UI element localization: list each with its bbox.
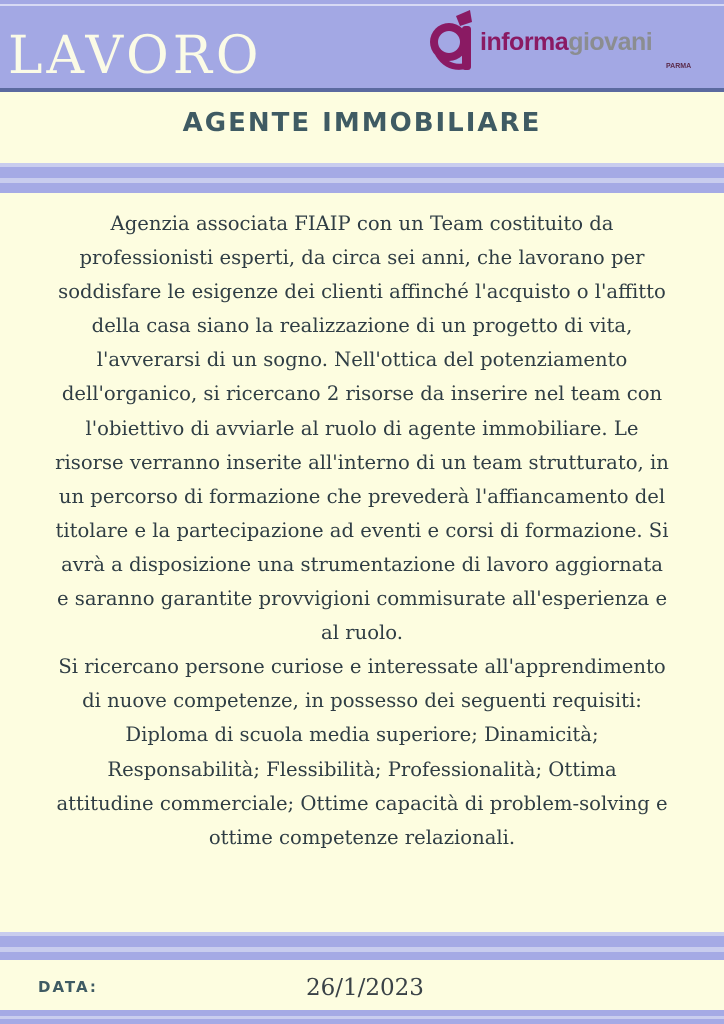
logo-wordmark: [480, 30, 652, 55]
text-line: di nuove competenze, in possesso dei seguenti requisiti:: [82, 689, 642, 713]
text-line: professionisti esperti, da circa sei anni, che lavorano per: [79, 246, 645, 270]
divider-stripe: [0, 167, 724, 178]
text-line: titolare e la partecipazione ad eventi e corsi di formazione. Si: [55, 518, 669, 542]
logo-word-part1: informa: [480, 28, 569, 56]
text-line: l'avverarsi di un sogno. Nell'ottica del potenziamento: [96, 348, 628, 372]
divider-stripe: [0, 952, 724, 960]
text-line: Si ricercano persone curiose e interessate all'apprendimento: [58, 655, 666, 679]
text-line: l'obiettivo di avviarle al ruolo di agente immobiliare. Le: [85, 416, 639, 440]
header-divider: [0, 88, 724, 92]
text-line: e saranno garantite provvigioni commisurate all'esperienza e: [56, 587, 668, 611]
logo-subtitle: PARMA: [666, 63, 692, 70]
text-line: Agenzia associata FIAIP con un Team costituito da: [110, 212, 614, 235]
text-line: risorse verranno inserite all'interno di un team strutturato, in: [55, 450, 669, 474]
informagiovani-logo: [426, 8, 716, 74]
header-top-line: [0, 4, 724, 6]
section-title: LAVORO: [8, 26, 263, 86]
date-value: 26/1/2023: [306, 975, 424, 1001]
text-line: della casa siano la realizzazione di un progetto di vita,: [91, 314, 633, 338]
divider-stripe: [0, 183, 724, 193]
text-line: dell'organico, si ricercano 2 risorse da inserire nel team con: [61, 382, 663, 406]
job-title: AGENTE IMMOBILIARE: [182, 108, 542, 138]
text-line: ottime competenze relazionali.: [208, 825, 516, 849]
bottom-stripe: [0, 1019, 724, 1024]
text-line: soddisfare le esigenze dei clienti affinché l'acquisto o l'affitto: [58, 280, 666, 304]
logo-word-part2: giovani: [568, 28, 653, 56]
description-paragraph-2: [4, 650, 720, 855]
ig-logo-mark-icon: [426, 8, 484, 74]
job-description: [4, 207, 720, 855]
text-line: Responsabilità; Flessibilità; Professionalità; Ottima: [107, 757, 617, 781]
divider-stripe: [0, 936, 724, 947]
text-line: Diploma di scuola media superiore; Dinamicità;: [125, 723, 599, 747]
text-line: al ruolo.: [321, 621, 403, 645]
text-line: avrà a disposizione una strumentazione di lavoro aggiornata: [61, 552, 663, 576]
text-line: attitudine commerciale; Ottime capacità di problem-solving e: [56, 791, 668, 815]
description-paragraph-1: [4, 207, 720, 650]
date-label: DATA:: [38, 978, 98, 996]
text-line: un percorso di formazione che prevederà l'affiancamento del: [58, 484, 666, 508]
